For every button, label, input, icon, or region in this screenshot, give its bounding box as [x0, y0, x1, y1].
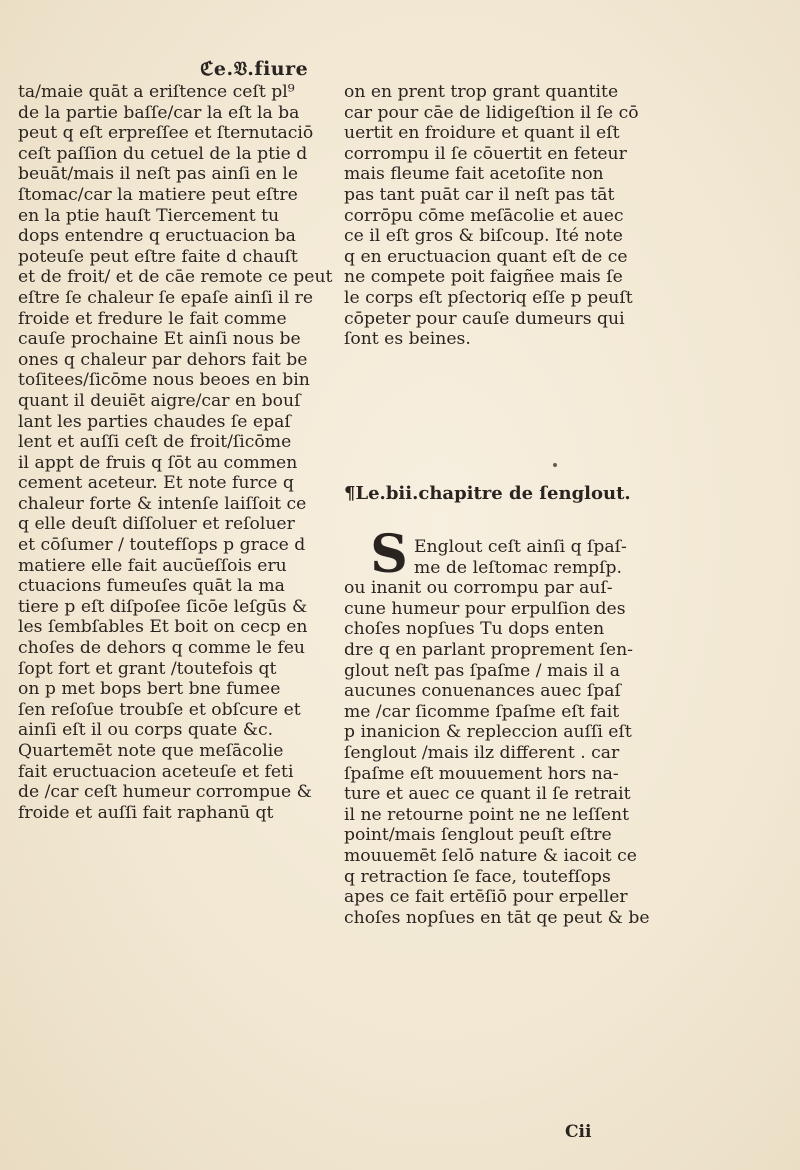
- text-line: de la partie baſſe/car la eſt la ba: [18, 102, 300, 123]
- text-line: aucunes conuenances auec ſpaſ: [344, 681, 621, 702]
- text-line: ce il eſt gros & biſcoup. Ité note: [344, 226, 623, 247]
- text-line: q retraction ſe face, toutefſops: [344, 866, 611, 887]
- text-line: ſtomac/car la matiere peut eſtre: [18, 184, 298, 205]
- ink-spot: [553, 463, 557, 467]
- text-line: chaleur forte & intenſe laiſſoit ce: [18, 493, 307, 514]
- text-line: matiere elle fait aucūeſſois eru: [18, 555, 287, 576]
- text-line: cement aceteur. Et note furce q: [18, 473, 294, 494]
- signature-mark: Cii: [565, 1122, 592, 1142]
- text-line: lent et auſſi ceſt de froit/ſicōme: [18, 432, 292, 453]
- text-line: on p met bops bert bne fumee: [18, 679, 281, 700]
- text-line: froide et auſſi fait raphanū qt: [18, 802, 274, 823]
- text-line: tiere p eſt diſpoſee ſicōe leſgūs &: [18, 596, 308, 617]
- text-line: corrōpu cōme meſācolie et auec: [344, 205, 624, 226]
- right-text-column-bottom: [344, 537, 790, 928]
- text-line: ſont es beines.: [344, 329, 471, 350]
- text-line: ta/maie quāt a eriſtence ceſt pl⁹: [18, 82, 295, 102]
- text-line: et cōſumer / toutefſops p grace d: [18, 535, 306, 556]
- text-line: il appt de fruis q ſōt au commen: [18, 452, 298, 473]
- text-line: ſenglout /mais ilz different . car: [344, 742, 620, 763]
- text-line: ſen reſoſue troubſe et obſcure et: [18, 699, 301, 720]
- text-line: dre q en parlant proprement ſen-: [344, 639, 633, 660]
- text-line: lant les parties chaudes ſe epaſ: [18, 411, 291, 432]
- text-line: p inanicion & repleccion auſſi eſt: [344, 722, 632, 743]
- text-line: quant il deuiēt aigre/car en bouſ: [18, 390, 301, 411]
- text-line: me de leſtomac rempſp.: [414, 557, 623, 578]
- text-line: le corps eſt pſectoriq eſſe p peuſt: [344, 287, 633, 308]
- text-line: cune humeur pour erpulſion des: [344, 598, 626, 619]
- text-line: cōpeter pour cauſe dumeurs qui: [344, 308, 625, 329]
- text-line: pas tant puāt car il neſt pas tāt: [344, 184, 615, 205]
- text-line: ceſt paſſion du cetuel de la ptie d: [18, 143, 308, 164]
- text-line: q elle deuſt diſſoluer et reſoluer: [18, 514, 295, 535]
- text-line: de /car ceſt humeur corrompue &: [18, 782, 312, 803]
- text-line: il ne retourne point ne ne leſſent: [344, 804, 630, 825]
- text-line: eſtre ſe chaleur ſe epaſe ainſi il re: [18, 287, 314, 308]
- text-line: cauſe prochaine Et ainſi nous be: [18, 329, 301, 350]
- text-line: me /car ſicomme ſpaſme eſt fait: [344, 701, 620, 722]
- text-line: on en prent trop grant quantite: [344, 82, 619, 102]
- text-line: choſes nopſues en tāt qe peut & be: [344, 907, 650, 928]
- text-line: ne compete poit faigñee mais ſe: [344, 267, 623, 288]
- text-line: choſes de dehors q comme le feu: [18, 638, 305, 659]
- text-line: corrompu il ſe cōuertit en feteur: [344, 143, 627, 164]
- text-line: en la ptie hauſt Tiercement tu: [18, 205, 280, 226]
- text-line: ou inanit ou corrompu par auſ-: [344, 578, 613, 599]
- text-line: glout neſt pas ſpaſme / mais il a: [344, 660, 620, 681]
- text-line: froide et fredure le fait comme: [18, 308, 287, 329]
- running-head: ℭe.𝔙.fiure: [200, 58, 309, 80]
- text-line: uertit en froidure et quant il eſt: [344, 123, 620, 144]
- text-line: les ſembſables Et boit on cecp en: [18, 617, 308, 638]
- text-line: mouuemēt ſelō nature & iacoit ce: [344, 845, 637, 866]
- text-line: beuāt/mais il neſt pas ainſi en le: [18, 164, 298, 185]
- text-line: mais fleume fait acetoſite non: [344, 164, 604, 185]
- text-line: et de froit/ et de cāe remote ce peut: [18, 267, 333, 288]
- text-line: apes ce fait ertēſiō pour erpeller: [344, 887, 628, 908]
- text-line: fait eructuacion aceteuſe et feti: [18, 761, 294, 782]
- text-line: car pour cāe de lidigeſtion il ſe cō: [344, 102, 639, 123]
- drop-cap-initial: S: [370, 524, 408, 585]
- text-line: toſitees/ſicōme nous beoes en bin: [18, 370, 310, 391]
- text-line: ture et auec ce quant il ſe retrait: [344, 784, 631, 805]
- text-line: Quartemēt note que meſācolie: [18, 741, 284, 761]
- right-text-column-top: [344, 82, 790, 350]
- text-line: dops entendre q eructuacion ba: [18, 226, 296, 247]
- text-line: choſes nopſues Tu dops enten: [344, 619, 605, 640]
- text-line: ainſi eſt il ou corps quate &c.: [18, 720, 274, 741]
- text-line: point/mais ſenglout peuſt eſtre: [344, 825, 612, 846]
- text-line: ones q chaleur par dehors fait be: [18, 349, 308, 370]
- text-line: Englout ceſt ainſi q ſpaſ-: [414, 537, 627, 557]
- text-line: ſopt fort et grant /toutefois qt: [18, 658, 277, 679]
- text-line: ſpaſme eſt mouuement hors na-: [344, 763, 619, 784]
- text-line: peut q eſt erpreſſee et ſternutaciō: [18, 123, 314, 144]
- text-line: ctuacions fumeuſes quāt la ma: [18, 576, 285, 597]
- text-line: q en eructuacion quant eſt de ce: [344, 246, 628, 267]
- left-text-column: [18, 82, 340, 823]
- text-line: poteuſe peut eſtre faite d chauſt: [18, 246, 298, 267]
- chapter-heading: ¶Le.bii.chapitre de ſenglout.: [344, 483, 631, 504]
